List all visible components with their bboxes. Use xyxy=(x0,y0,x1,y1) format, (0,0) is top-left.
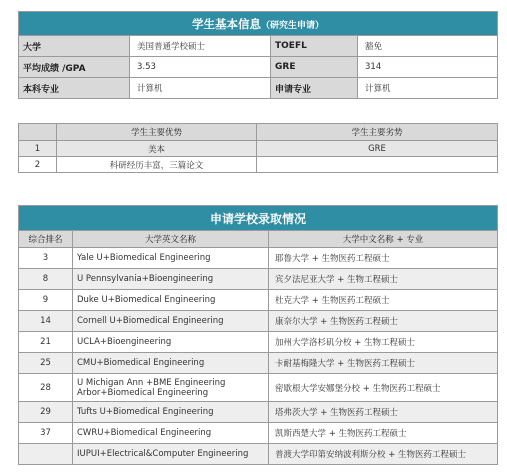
field-label: GRE xyxy=(271,57,358,78)
table-row xyxy=(19,141,498,157)
strength-cell: 科研经历丰富，三篇论文 xyxy=(57,157,257,173)
field-value: 3.53 xyxy=(130,57,271,78)
admissions-banner xyxy=(19,206,498,231)
chinese-name-header: 大学中文名称 + 专业 xyxy=(269,231,498,248)
chinese-name-cell: 宾夕法尼亚大学 + 生物工程硕士 xyxy=(269,269,498,290)
table-row xyxy=(19,423,498,444)
table-row xyxy=(19,353,498,374)
student-info-banner xyxy=(19,12,498,36)
table-header-row xyxy=(19,231,498,248)
strength-header: 学生主要优势 xyxy=(57,124,257,141)
table-row xyxy=(19,332,498,353)
rank-cell: 8 xyxy=(19,269,73,290)
field-label: 本科专业 xyxy=(19,78,130,99)
table-row xyxy=(19,36,498,57)
english-name-line-2: Arbor+Biomedical Engineering xyxy=(77,387,209,398)
table-row xyxy=(19,248,498,269)
rank-cell: 25 xyxy=(19,353,73,374)
table-row xyxy=(19,311,498,332)
english-name-line-1: U Michigan Ann +BME Engineering xyxy=(77,377,226,388)
field-label: TOEFL xyxy=(271,36,358,57)
weakness-cell: GRE xyxy=(257,141,498,157)
table-row xyxy=(19,269,498,290)
strengths-weaknesses-table xyxy=(18,123,498,173)
chinese-name-cell: 卡耐基梅隆大学 + 生物医药工程硕士 xyxy=(269,353,498,374)
table-row xyxy=(19,290,498,311)
rank-cell: 28 xyxy=(19,374,73,402)
english-name-cell: U Pennsylvania+Bioengineering xyxy=(73,269,269,290)
table-row xyxy=(19,57,498,78)
english-name-cell: Duke U+Biomedical Engineering xyxy=(73,290,269,311)
rank-cell: 9 xyxy=(19,290,73,311)
strength-cell: 美本 xyxy=(57,141,257,157)
english-name-cell: CMU+Biomedical Engineering xyxy=(73,353,269,374)
admissions-title: 申请学校录取情况 xyxy=(19,206,498,231)
chinese-name-cell: 加州大学洛杉矶分校 + 生物工程硕士 xyxy=(269,332,498,353)
table-row xyxy=(19,374,498,402)
english-name-cell: Cornell U+Biomedical Engineering xyxy=(73,311,269,332)
english-name-cell: UCLA+Bioengineering xyxy=(73,332,269,353)
table-row xyxy=(19,157,498,173)
rank-cell: 3 xyxy=(19,248,73,269)
english-name-cell: CWRU+Biomedical Engineering xyxy=(73,423,269,444)
rank-header: 综合排名 xyxy=(19,231,73,248)
field-label: 平均成绩 /GPA xyxy=(19,57,130,78)
rank-cell xyxy=(19,444,73,465)
chinese-name-cell: 康奈尔大学 + 生物医药工程硕士 xyxy=(269,311,498,332)
rank-cell: 29 xyxy=(19,402,73,423)
rank-cell: 37 xyxy=(19,423,73,444)
field-value: 豁免 xyxy=(358,36,498,57)
field-value: 计算机 xyxy=(358,78,498,99)
english-name-cell: Tufts U+Biomedical Engineering xyxy=(73,402,269,423)
english-name-header: 大学英文名称 xyxy=(73,231,269,248)
admissions-table xyxy=(18,205,498,465)
student-info-table xyxy=(18,11,498,99)
row-number: 2 xyxy=(19,157,57,173)
row-number: 1 xyxy=(19,141,57,157)
table-header-row xyxy=(19,124,498,141)
chinese-name-cell: 塔弗茨大学 + 生物医药工程硕士 xyxy=(269,402,498,423)
field-label: 申请专业 xyxy=(271,78,358,99)
english-name-cell: IUPUI+Electrical&Computer Engineering xyxy=(73,444,269,465)
field-value: 314 xyxy=(358,57,498,78)
english-name-cell: Yale U+Biomedical Engineering xyxy=(73,248,269,269)
chinese-name-cell: 杜克大学 + 生物医药工程硕士 xyxy=(269,290,498,311)
table-row xyxy=(19,402,498,423)
rank-cell: 21 xyxy=(19,332,73,353)
field-label: 大学 xyxy=(19,36,130,57)
header-blank-cell xyxy=(19,124,57,141)
field-value: 美国普通学校硕士 xyxy=(130,36,271,57)
chinese-name-cell: 密歇根大学安娜堡分校 + 生物医药工程硕士 xyxy=(269,374,498,402)
weakness-cell xyxy=(257,157,498,173)
student-info-subtitle: （研究生申请） xyxy=(261,20,325,31)
student-info-title-text: 学生基本信息 xyxy=(192,16,261,31)
field-value: 计算机 xyxy=(130,78,271,99)
chinese-name-cell: 普渡大学印第安纳波利斯分校 + 生物医药工程硕士 xyxy=(269,444,498,465)
chinese-name-cell: 凯斯西楚大学 + 生物医药工程硕士 xyxy=(269,423,498,444)
weakness-header: 学生主要劣势 xyxy=(257,124,498,141)
chinese-name-cell: 耶鲁大学 + 生物医药工程硕士 xyxy=(269,248,498,269)
student-info-title xyxy=(19,12,498,36)
rank-cell: 14 xyxy=(19,311,73,332)
english-name-cell xyxy=(73,374,269,402)
table-row xyxy=(19,78,498,99)
table-row xyxy=(19,444,498,465)
